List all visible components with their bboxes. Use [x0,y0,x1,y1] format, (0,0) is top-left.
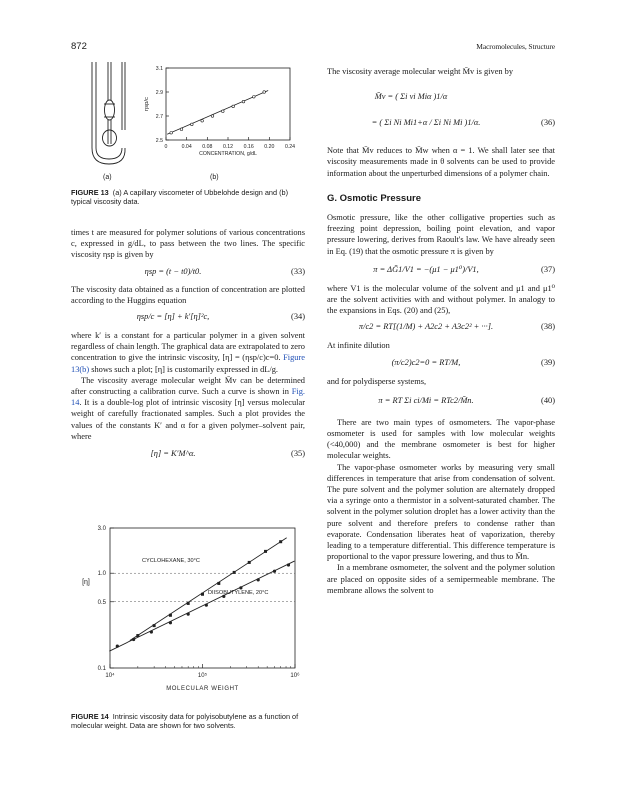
left-paragraph-2: The viscosity data obtained as a function of concentration are plotted according to the Huggins equation [71,284,305,305]
viscometer-drawing [78,60,146,170]
left-paragraph-3 [71,330,305,375]
equation-33-expr: ηsp = (t − t0)/t0. [144,266,202,276]
fig14-data-point-series-1 [201,593,204,596]
fig14-data-point-series-1 [169,614,172,617]
fig14-x-tick-label: 10⁴ [105,673,115,679]
fig13-x-tick-label: 0.16 [243,144,254,150]
fig13-caption-text: (a) A capillary viscometer of Ubbelohde design and (b) typical viscosity data. [71,188,288,207]
fig13-data-point [180,128,183,131]
right-paragraph-7: There are two main types of osmometers. The vapor-phase osmometer is used for samples with low molecular weights (<40,000) and the membrane osmometer is best for higher molecular weights. [327,417,555,461]
fig13-caption-label: FIGURE 13 [71,188,109,197]
fig13-x-tick-label: 0.20 [264,144,275,150]
fig13-data-point [263,91,266,94]
section-heading-osmotic: G. Osmotic Pressure [327,192,421,204]
equation-36-number: (36) [541,118,555,128]
equation-40-number: (40) [541,395,555,405]
fig14-x-tick-label: 10⁵ [197,673,208,679]
fig13-sublabel-a: (a) [103,174,112,181]
fig13-x-tick-label: 0.24 [284,144,296,150]
fig13-plot-frame [166,68,290,140]
fig14-plot-frame [110,528,295,668]
fig13b-link[interactable]: Figure 13(b) [71,353,305,374]
fig13-sublabel-b: (b) [210,174,219,181]
fig13-y-tick-label: 2.5 [155,138,163,144]
left-paragraph-3-text-b: shows such a plot; [η] is customarily expressed in dL/g. [89,364,278,374]
fig14-y-tick-label: 0.1 [97,666,106,672]
equation-39-expr: (π/c2)c2=0 = RT/M, [391,357,461,367]
fig14-data-point-series-2 [132,638,135,641]
equation-37-number: (37) [541,264,555,274]
right-column [327,66,555,596]
fig13-x-tick-label: 0.08 [202,144,213,150]
fig13-y-axis-label: ηsp/c [144,97,150,111]
fig14-y-tick-label: 0.5 [97,599,106,606]
equation-35-number: (35) [291,449,305,459]
fig14-caption-label: FIGURE 14 [71,712,109,721]
right-paragraph-3: Osmotic pressure, like the other colligative properties such as freezing point depression, boiling point elevation, and vapor pressure lowering, derives from Raoult's law. We have already seen in Eq. (19) that the osmotic pressure π is given by [327,213,555,256]
fig13-data-point [242,100,245,103]
fig14-data-point-series-1 [153,624,156,627]
equation-40 [327,395,555,409]
fig13-x-tick-label: 0.12 [222,144,234,150]
equation-37-expr: π = ΔḠ1/V1 = −(μ1 − μ1⁰)/V1, [373,264,479,274]
fig13-data-point [232,105,235,108]
left-column-top [71,227,305,462]
equation-33-number: (33) [291,266,305,276]
fig14-data-point-series-1 [248,561,251,564]
fig14-caption-text: Intrinsic viscosity data for polyisobutylene as a function of molecular weight. Data are shown for two solvents. [71,712,299,731]
fig14-data-point-series-2 [257,578,260,581]
equation-34-number: (34) [291,312,305,322]
fig14-data-point-series-2 [205,604,208,607]
fig13-x-axis-label: CONCENTRATION, g/dL [199,151,257,157]
fig14-data-point-series-2 [239,586,242,589]
fig14-y-tick-label: 3.0 [97,526,106,532]
fig14-data-point-series-1 [187,602,190,605]
fig13-x-tick-label: 0 [164,144,168,150]
left-paragraph-1: times t are measured for polymer solutions of various concentrations c, expressed in g/dL, to pass between the two lines. The specific viscosity ηsp is given by [71,228,305,260]
fig14-link[interactable]: Fig. 14 [71,387,305,408]
fig14-data-point-series-2 [187,613,190,616]
fig14-data-point-series-2 [287,563,290,566]
fig14-series-label-cyclohexane: CYCLOHEXANE, 30°C [142,557,200,564]
fig14-data-point-series-1 [279,540,282,543]
fig13-chart [140,62,300,174]
fig13-y-tick-label: 2.9 [155,90,163,96]
left-paragraph-3-text-a: where k′ is a constant for a particular polymer in a given solvent regardless of chain length. The graphical data are extrapolated to zero concentration to give the intrinsic viscosity, [η] = (ηsp/c)c=0. [71,331,305,363]
right-paragraph-2: Note that M̄v reduces to M̄w when α = 1. We shall later see that viscosity measurements made in θ solvents can be used to provide information about the unperturbed dimensions of a polymer chain. [327,146,555,178]
equation-38 [327,321,555,335]
right-paragraph-5: At infinite dilution [327,341,390,351]
equation-34-expr: ηsp/c = [η] + k′[η]²c, [136,312,210,322]
right-paragraph-1: The viscosity average molecular weight M̄v is given by [327,67,514,76]
fig14-series-label-diisobutylene: DIISOBUTYLENE, 20°C [208,590,269,597]
equation-38-expr: π/c2 = RT[(1/M) + A2c2 + A3c2² + ···]. [358,322,494,332]
fig14-data-point-series-1 [233,571,236,574]
equation-36a [327,91,555,107]
fig13-data-point [222,110,225,113]
fig14-data-point-series-2 [150,630,153,633]
fig14-data-point-series-2 [169,621,172,624]
fig13-data-point [201,120,204,123]
fig13-y-tick-label: 3.1 [155,66,163,72]
equation-36b-expr: = ( Σi Ni Mi1+α / Σi Ni Mi )1/α. [371,118,481,128]
equation-35-expr: [η] = K′M^α. [150,449,196,459]
fig14-y-tick-label: 1.0 [97,571,106,578]
equation-35 [71,448,305,462]
left-paragraph-4-text-b: . It is a double-log plot of intrinsic viscosity [η] versus molecular weight of carefully fractionated samples. Such a plot provides the values of the constants K′ and α for a given polymer–solvent pair, where [71,398,305,441]
equation-33 [71,266,305,280]
equation-36a-expr: M̄v = ( Σi vi Miα )1/α [374,92,448,102]
fig13-data-point [211,115,214,118]
fig14-x-tick-label: 10⁶ [290,673,300,679]
right-paragraph-9: In a membrane osmometer, the solvent and the polymer solution are placed on opposite sides of a semipermeable membrane. The membrane allows the solvent to [327,563,555,595]
fig14-data-point-series-2 [116,645,119,648]
running-head: Macromolecules, Structure [476,42,555,51]
fig13-data-point [191,123,194,126]
fig13-x-tick-label: 0.04 [181,144,192,150]
fig14-chart [80,520,305,706]
left-paragraph-4-text-a: The viscosity average molecular weight M̄v can be determined after constructing a calibration curve. Such a curve is shown in [71,375,305,397]
right-paragraph-6: and for polydisperse systems, [327,376,427,386]
right-paragraph-8: The vapor-phase osmometer works by measuring very small differences in temperature that arise from condensation of solvent. The pure solvent and the polymer solution are alternately dropped via a syringe onto a thermistor in a solvent-saturated chamber. The solvent in the polymer solution droplet has a lower activity than the pure solvent and therefore prefers to condense rather than evaporate. Condensation liberates heat of vaporization, thereby leading to a temperature differential. This difference temperature is proportional to the vapor pressure lowering, and thus to M̄n. [327,462,555,562]
equation-39-number: (39) [541,357,555,367]
left-paragraph-4 [71,375,305,442]
equation-38-number: (38) [541,322,555,332]
fig14-data-point-series-2 [273,570,276,573]
fig14-x-axis-label: MOLECULAR WEIGHT [166,686,239,692]
fig14-data-point-series-1 [264,550,267,553]
fig14-y-axis-label: [η] [82,579,90,586]
fig14-fit-line-series-2 [109,561,294,651]
equation-34 [71,311,305,325]
fig13-y-tick-label: 2.7 [155,114,163,120]
fig14-data-point-series-1 [217,582,220,585]
fig14-caption [71,712,305,731]
equation-39 [327,357,555,371]
fig13-data-point [253,96,256,99]
equation-40-expr: π = RT Σi ci/Mi = RTc2/M̄n. [378,395,474,405]
equation-36b [327,117,555,133]
page-number: 872 [71,41,87,52]
fig13-data-point [170,132,173,135]
equation-37 [327,264,555,278]
fig13-caption [71,188,303,207]
right-paragraph-4: where V1 is the molecular volume of the solvent and μ1 and μ1⁰ are the solvent activities with and without polymer. In analogy to the expansions in Eqs. (20) and (25), [327,283,555,316]
